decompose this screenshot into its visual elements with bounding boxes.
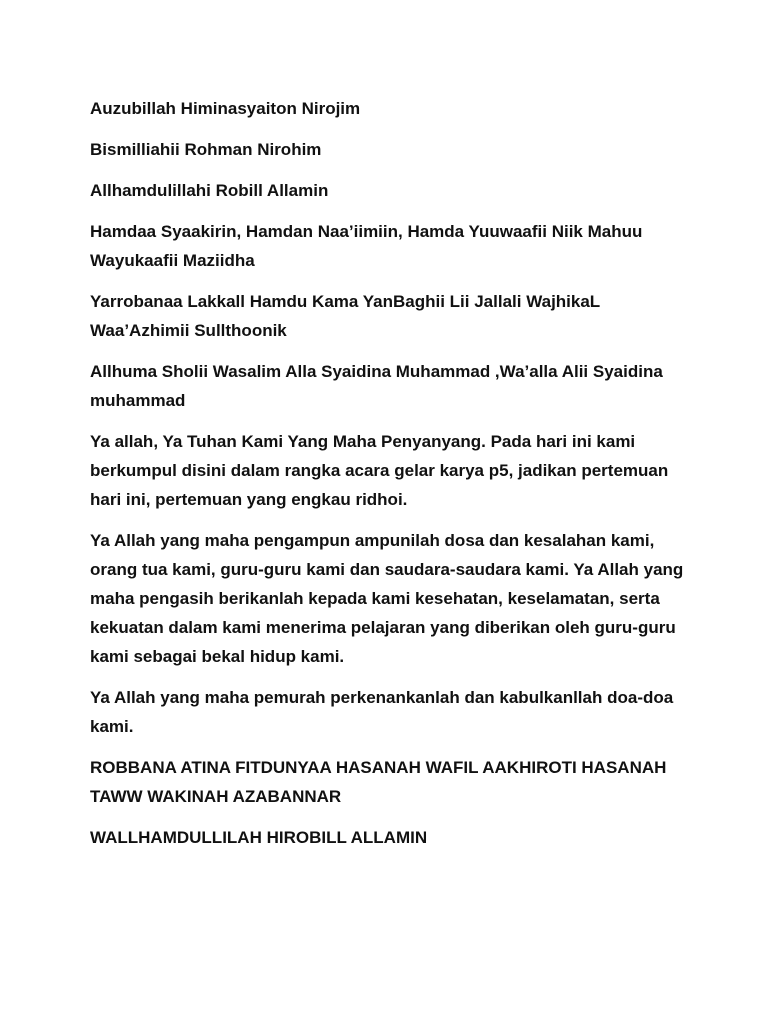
paragraph-closing: WALLHAMDULLILAH HIROBILL ALLAMIN [90,828,428,847]
paragraph-acceptance-prayer: Ya Allah yang maha pemurah perkenankanlah dan kabulkanllah doa-doa kami. [90,688,674,736]
paragraph-taawudz: Auzubillah Himinasyaiton Nirojim [90,99,361,118]
paragraph-glorification: Yarrobanaa Lakkall Hamdu Kama YanBaghii Lii Jallali WajhikaL Waa’Azhimii Sullthoonik [90,292,600,340]
paragraph-forgiveness-prayer: Ya Allah yang maha pengampun ampunilah dosa dan kesalahan kami, orang tua kami, guru-guru kami dan saudara-saudara kami. Ya Allah yang maha pengasih berikanlah kepada kami kesehatan, keselamatan, serta kekuatan dalam kami menerima pelajaran yang diberikan oleh guru-guru kami sebagai bekal hidup kami. [90,531,684,666]
paragraph-basmalah: Bismilliahii Rohman Nirohim [90,140,322,159]
paragraph-sholawat: Allhuma Sholii Wasalim Alla Syaidina Muhammad ,Wa’alla Alii Syaidina muhammad [90,362,663,410]
paragraph-opening-prayer: Ya allah, Ya Tuhan Kami Yang Maha Penyanyang. Pada hari ini kami berkumpul disini dalam rangka acara gelar karya p5, jadikan pertemuan hari ini, pertemuan yang engkau ridhoi. [90,432,669,509]
paragraph-hamdalah: Allhamdulillahi Robill Allamin [90,181,329,200]
paragraph-robbana: ROBBANA ATINA FITDUNYAA HASANAH WAFIL AAKHIROTI HASANAH TAWW WAKINAH AZABANNAR [90,758,667,806]
paragraph-praise: Hamdaa Syaakirin, Hamdan Naa’iimiin, Hamda Yuuwaafii Niik Mahuu Wayukaafii Maziidha [90,222,643,270]
document-body [90,94,690,864]
